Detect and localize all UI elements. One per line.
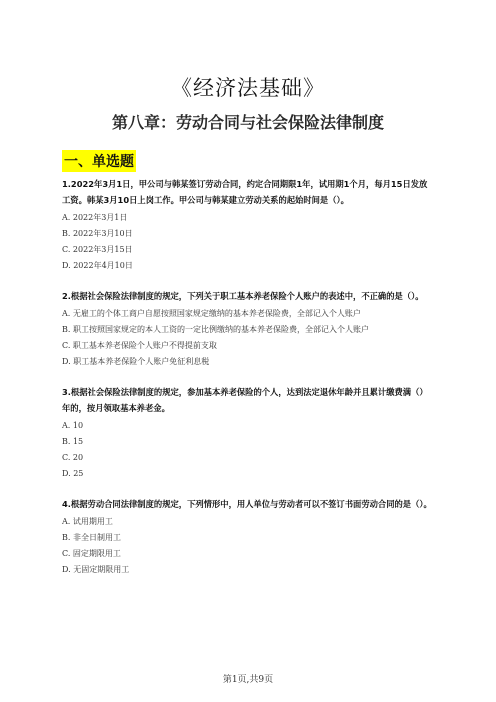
question-3 [62,384,434,482]
question-list [62,176,434,592]
option-c: C. 20 [62,453,84,462]
chapter-title: 第八章：劳动合同与社会保险法律制度 [111,113,384,132]
question-2 [62,288,434,370]
option-a: A. 2022年3月1日 [62,213,128,222]
question-1 [62,176,434,274]
book-title: 《经济法基础》 [171,76,325,100]
option-a: A. 试用期用工 [62,517,113,526]
option-c: C. 固定期限用工 [62,549,121,558]
option-b: B. 非全日制用工 [62,533,121,542]
question-stem: 3.根据社会保险法律制度的规定，参加基本养老保险的个人，达到法定退休年龄并且累计缴费满（）年的，按月领取基本养老金。 [62,387,428,413]
section-heading: 一、单选题 [62,150,136,172]
option-d: D. 2022年4月10日 [62,261,133,270]
question-stem: 1.2022年3月1日，甲公司与韩某签订劳动合同，约定合同期限1年，试用期1个月，每月15日发放工资。韩某3月10日上岗工作。甲公司与韩某建立劳动关系的起始时间是（）。 [62,179,428,205]
page-number: 第1页,共9页 [222,675,274,685]
question-4 [62,496,434,578]
option-a: A. 10 [62,421,84,430]
question-stem: 4.根据劳动合同法律制度的规定，下列情形中，用人单位与劳动者可以不签订书面劳动合同的是（）。 [62,499,432,509]
option-c: C. 2022年3月15日 [62,245,133,254]
option-d: D. 25 [62,469,84,478]
option-b: B. 2022年3月10日 [62,229,133,238]
option-b: B. 职工按照国家规定的本人工资的一定比例缴纳的基本养老保险费，全部记入个人账户 [62,325,369,334]
option-c: C. 职工基本养老保险个人账户不得提前支取 [62,341,217,350]
option-d: D. 无固定期限用工 [62,565,130,574]
option-a: A. 无雇工的个体工商户自愿按照国家规定缴纳的基本养老保险费，全部记入个人账户 [62,309,361,318]
option-b: B. 15 [62,437,84,446]
question-stem: 2.根据社会保险法律制度的规定，下列关于职工基本养老保险个人账户的表述中，不正确的是（）。 [62,291,424,301]
option-d: D. 职工基本养老保险个人账户免征利息税 [62,357,210,366]
